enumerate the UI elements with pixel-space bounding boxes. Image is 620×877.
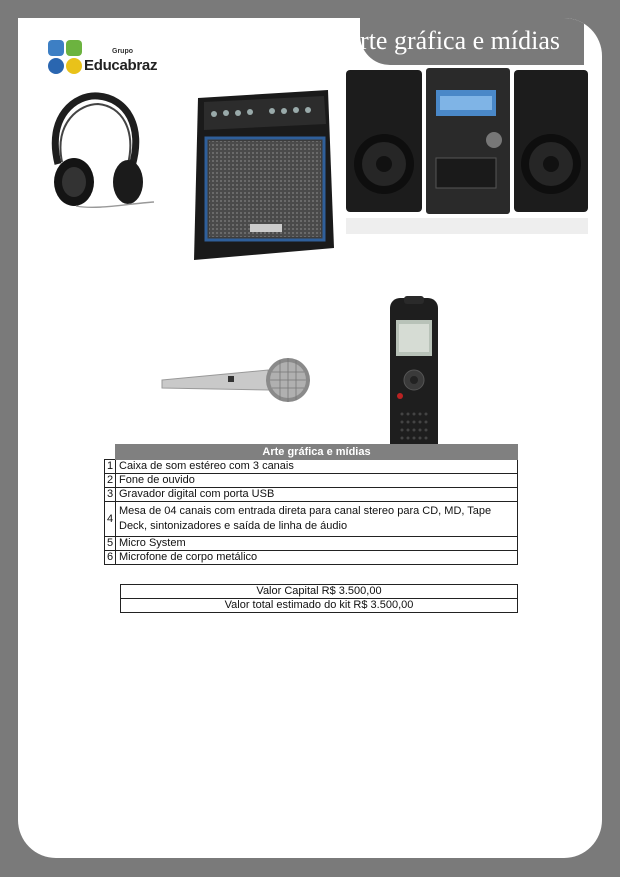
row-description: Microfone de corpo metálico [116,551,518,565]
product-table-title: Arte gráfica e mídias [116,445,518,460]
total-value: Valor total estimado do kit R$ 3.500,00 [121,599,518,613]
micro-system-icon [344,68,590,238]
row-number: 2 [105,474,116,488]
row-number: 4 [105,502,116,537]
row-number: 1 [105,460,116,474]
digital-recorder-icon [386,296,442,458]
table-row [105,502,518,537]
value-table [120,584,518,613]
table-row [105,474,518,488]
product-table [104,444,518,565]
header-tab [341,18,584,65]
row-number: 3 [105,488,116,502]
amplifier-icon [192,88,338,266]
row-description: Micro System [116,537,518,551]
logo-name-text: Educabraz [84,57,158,74]
row-description: Mesa de 04 canais com entrada direta para canal stereo para CD, MD, Tape Deck, sintonizadores e saída de linha de áudio [116,502,518,537]
product-table-header [105,445,518,460]
capital-value: Valor Capital R$ 3.500,00 [121,585,518,599]
row-number: 5 [105,537,116,551]
row-description: Gravador digital com porta USB [116,488,518,502]
logo-music-icon [66,40,82,56]
table-row [105,537,518,551]
page-title: Arte gráfica e mídias [341,26,560,55]
table-row [121,599,518,613]
row-description: Caixa de som estéreo com 3 canais [116,460,518,474]
headphones-icon [36,86,156,216]
table-row [105,460,518,474]
row-description: Fone de ouvido [116,474,518,488]
page-sheet [18,18,602,858]
microphone-icon [158,340,312,410]
row-number: 6 [105,551,116,565]
table-row [105,551,518,565]
logo-grupo-text: Grupo [112,48,133,55]
logo-square-icon [48,40,64,56]
educabraz-logo [48,38,178,78]
logo-star-icon [66,58,82,74]
logo-circle-icon [48,58,64,74]
table-row [121,585,518,599]
table-row [105,488,518,502]
